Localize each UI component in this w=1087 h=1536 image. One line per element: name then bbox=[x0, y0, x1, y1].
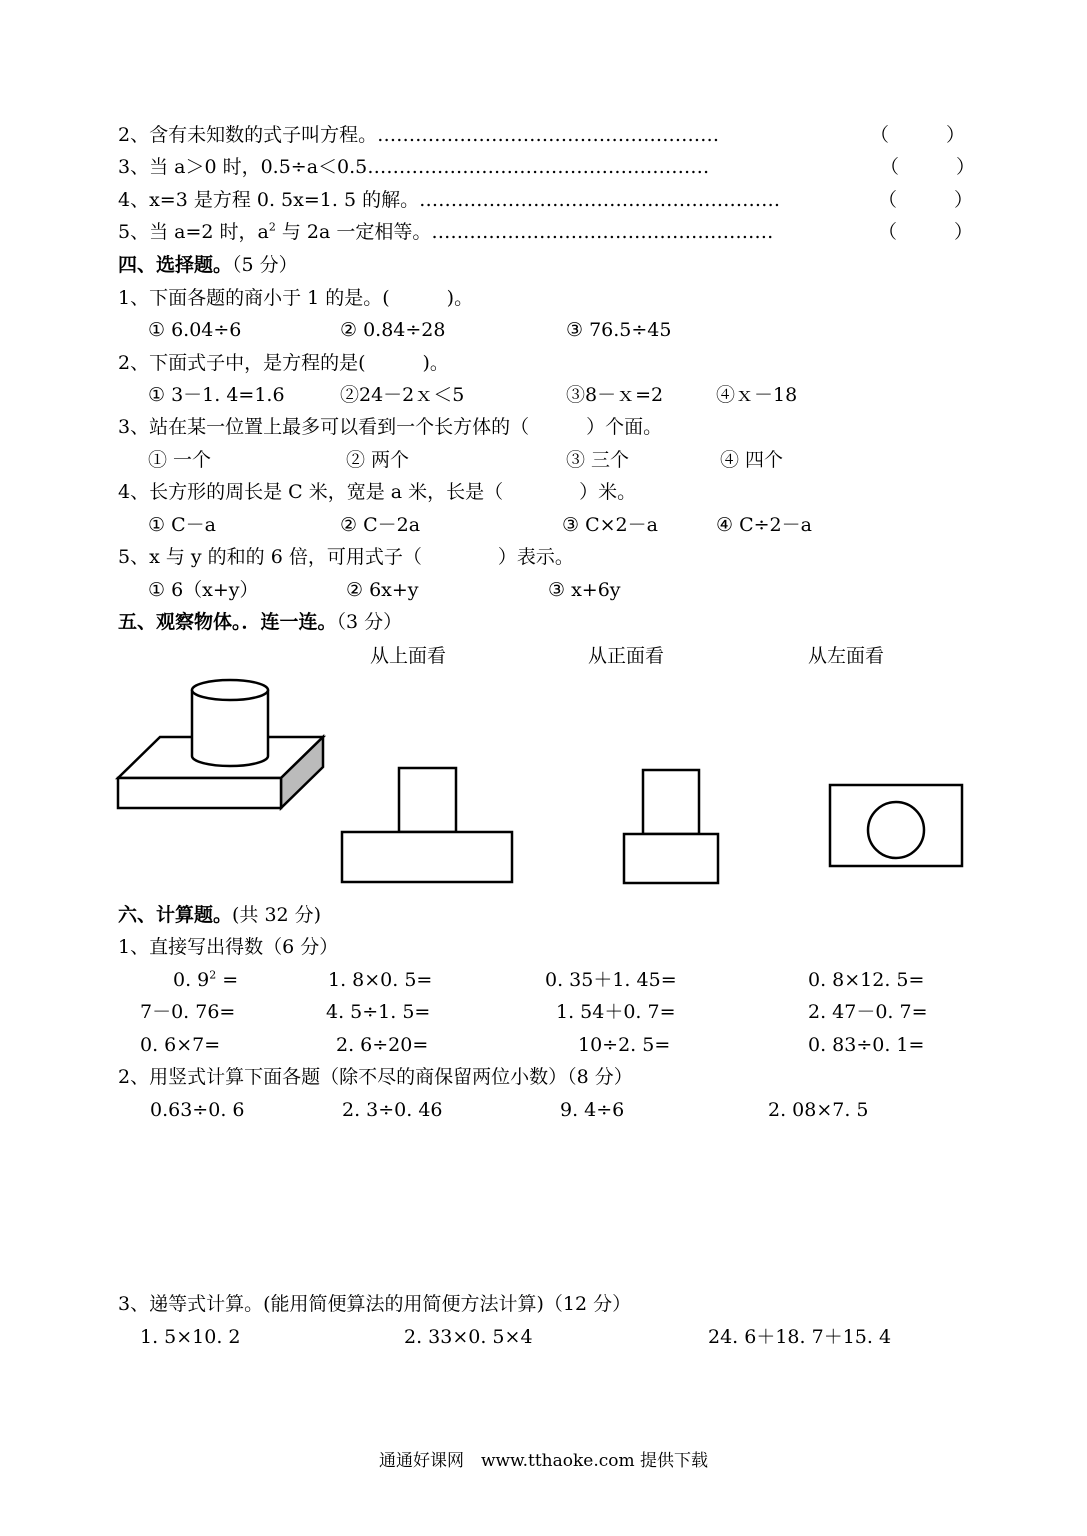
view-figure-narrow-base bbox=[624, 770, 718, 883]
judge-paren-3[interactable]: （ ） bbox=[880, 156, 976, 178]
calc-q1-item: 0. 35＋1. 45= bbox=[545, 969, 677, 991]
view-label-left: 从左面看 bbox=[808, 645, 885, 667]
view-figure-wide-base bbox=[342, 768, 512, 882]
choice-q4-opt3[interactable]: ③ C×2－a bbox=[562, 514, 658, 536]
judge-paren-4[interactable]: （ ） bbox=[878, 189, 974, 211]
choice-q5-opt2[interactable]: ② 6x+y bbox=[346, 579, 419, 601]
choice-q2: 2、下面式子中，是方程的是( )。 bbox=[118, 352, 449, 374]
view-figure-rect-circle bbox=[830, 785, 962, 866]
observe-heading: 五、观察物体。．连一连。（3 分） bbox=[118, 611, 403, 633]
choice-q3-opt1[interactable]: ① 一个 bbox=[148, 449, 212, 471]
calc-heading: 六、计算题。(共 32 分) bbox=[118, 904, 322, 926]
calc-q2-item: 2. 3÷0. 46 bbox=[342, 1099, 443, 1121]
calc-q1-item: 7－0. 76= bbox=[140, 1001, 236, 1023]
calc-q1-item: 0. 83÷0. 1= bbox=[808, 1034, 925, 1056]
choice-q3-opt3[interactable]: ③ 三个 bbox=[566, 449, 630, 471]
choice-q2-opt4[interactable]: ④ｘ－18 bbox=[716, 384, 798, 406]
calc-q1-item: 2. 6÷20= bbox=[336, 1034, 429, 1056]
judge-paren-2[interactable]: （ ） bbox=[870, 124, 966, 146]
judge-item-2: 2、含有未知数的式子叫方程。……………………………………………… bbox=[118, 124, 720, 146]
choice-heading: 四、选择题。（5 分） bbox=[118, 254, 298, 276]
choice-q4: 4、长方形的周长是 C 米，宽是 a 米，长是（ ）米。 bbox=[118, 481, 637, 503]
view-label-front: 从正面看 bbox=[588, 645, 665, 667]
footer-credit: 通通好课网 www.tthaoke.com 提供下载 bbox=[378, 1451, 709, 1471]
calc-q1: 1、直接写出得数（6 分） bbox=[118, 936, 339, 958]
choice-q3-opt2[interactable]: ② 两个 bbox=[346, 449, 410, 471]
calc-q1-item: 0. 6×7= bbox=[140, 1034, 221, 1056]
choice-q1-opt3[interactable]: ③ 76.5÷45 bbox=[566, 319, 672, 341]
solid-object-figure bbox=[118, 680, 323, 808]
calc-q2-item: 0.63÷0. 6 bbox=[150, 1099, 245, 1121]
judge-item-3: 3、当 a＞0 时，0.5÷a＜0.5……………………………………………… bbox=[118, 156, 710, 178]
calc-q2-item: 2. 08×7. 5 bbox=[768, 1099, 869, 1121]
calc-q3-item: 2. 33×0. 5×4 bbox=[404, 1326, 533, 1348]
choice-q4-opt2[interactable]: ② C－2a bbox=[340, 514, 421, 536]
calc-q2: 2、用竖式计算下面各题（除不尽的商保留两位小数）（8 分） bbox=[118, 1066, 633, 1088]
choice-q1-opt1[interactable]: ① 6.04÷6 bbox=[148, 319, 242, 341]
choice-q4-opt1[interactable]: ① C－a bbox=[148, 514, 216, 536]
judge-item-4: 4、x=3 是方程 0. 5x=1. 5 的解。………………………………………………… bbox=[118, 189, 781, 211]
judge-item-5: 5、当 a=2 时，$a^2$ 与 2a 一定相等。……………………………………………… bbox=[118, 220, 774, 243]
calc-q3-item: 1. 5×10. 2 bbox=[140, 1326, 241, 1348]
choice-q1: 1、下面各题的商小于 1 的是。( )。 bbox=[118, 287, 474, 309]
choice-q5-opt1[interactable]: ① 6（x+y） bbox=[148, 579, 259, 601]
view-label-top: 从上面看 bbox=[370, 645, 447, 667]
calc-q1-item: 0. $9^2$ = bbox=[173, 968, 239, 991]
calc-q3: 3、递等式计算。(能用简便算法的用简便方法计算)（12 分） bbox=[118, 1293, 632, 1315]
choice-q5: 5、x 与 y 的和的 6 倍，可用式子（ ）表示。 bbox=[118, 546, 574, 568]
calc-q1-item: 2. 47－0. 7= bbox=[808, 1001, 928, 1023]
calc-q1-item: 4. 5÷1. 5= bbox=[326, 1001, 431, 1023]
choice-q2-opt3[interactable]: ③8－ｘ=2 bbox=[566, 384, 664, 406]
calc-q1-item: 1. 8×0. 5= bbox=[328, 969, 433, 991]
calc-q1-item: 10÷2. 5= bbox=[578, 1034, 671, 1056]
judge-paren-5[interactable]: （ ） bbox=[878, 221, 974, 243]
choice-q4-opt4[interactable]: ④ C÷2－a bbox=[716, 514, 812, 536]
choice-q3: 3、站在某一位置上最多可以看到一个长方体的（ ）个面。 bbox=[118, 416, 663, 438]
choice-q2-opt1[interactable]: ① 3－1. 4=1.6 bbox=[148, 384, 285, 406]
calc-q1-item: 1. 54＋0. 7= bbox=[556, 1001, 676, 1023]
choice-q3-opt4[interactable]: ④ 四个 bbox=[720, 449, 784, 471]
calc-q3-item: 24. 6＋18. 7＋15. 4 bbox=[708, 1326, 892, 1348]
calc-q1-item: 0. 8×12. 5= bbox=[808, 969, 925, 991]
choice-q1-opt2[interactable]: ② 0.84÷28 bbox=[340, 319, 446, 341]
calc-q2-item: 9. 4÷6 bbox=[560, 1099, 625, 1121]
choice-q2-opt2[interactable]: ②24－2ｘ＜5 bbox=[340, 384, 465, 406]
choice-q5-opt3[interactable]: ③ x+6y bbox=[548, 579, 621, 601]
